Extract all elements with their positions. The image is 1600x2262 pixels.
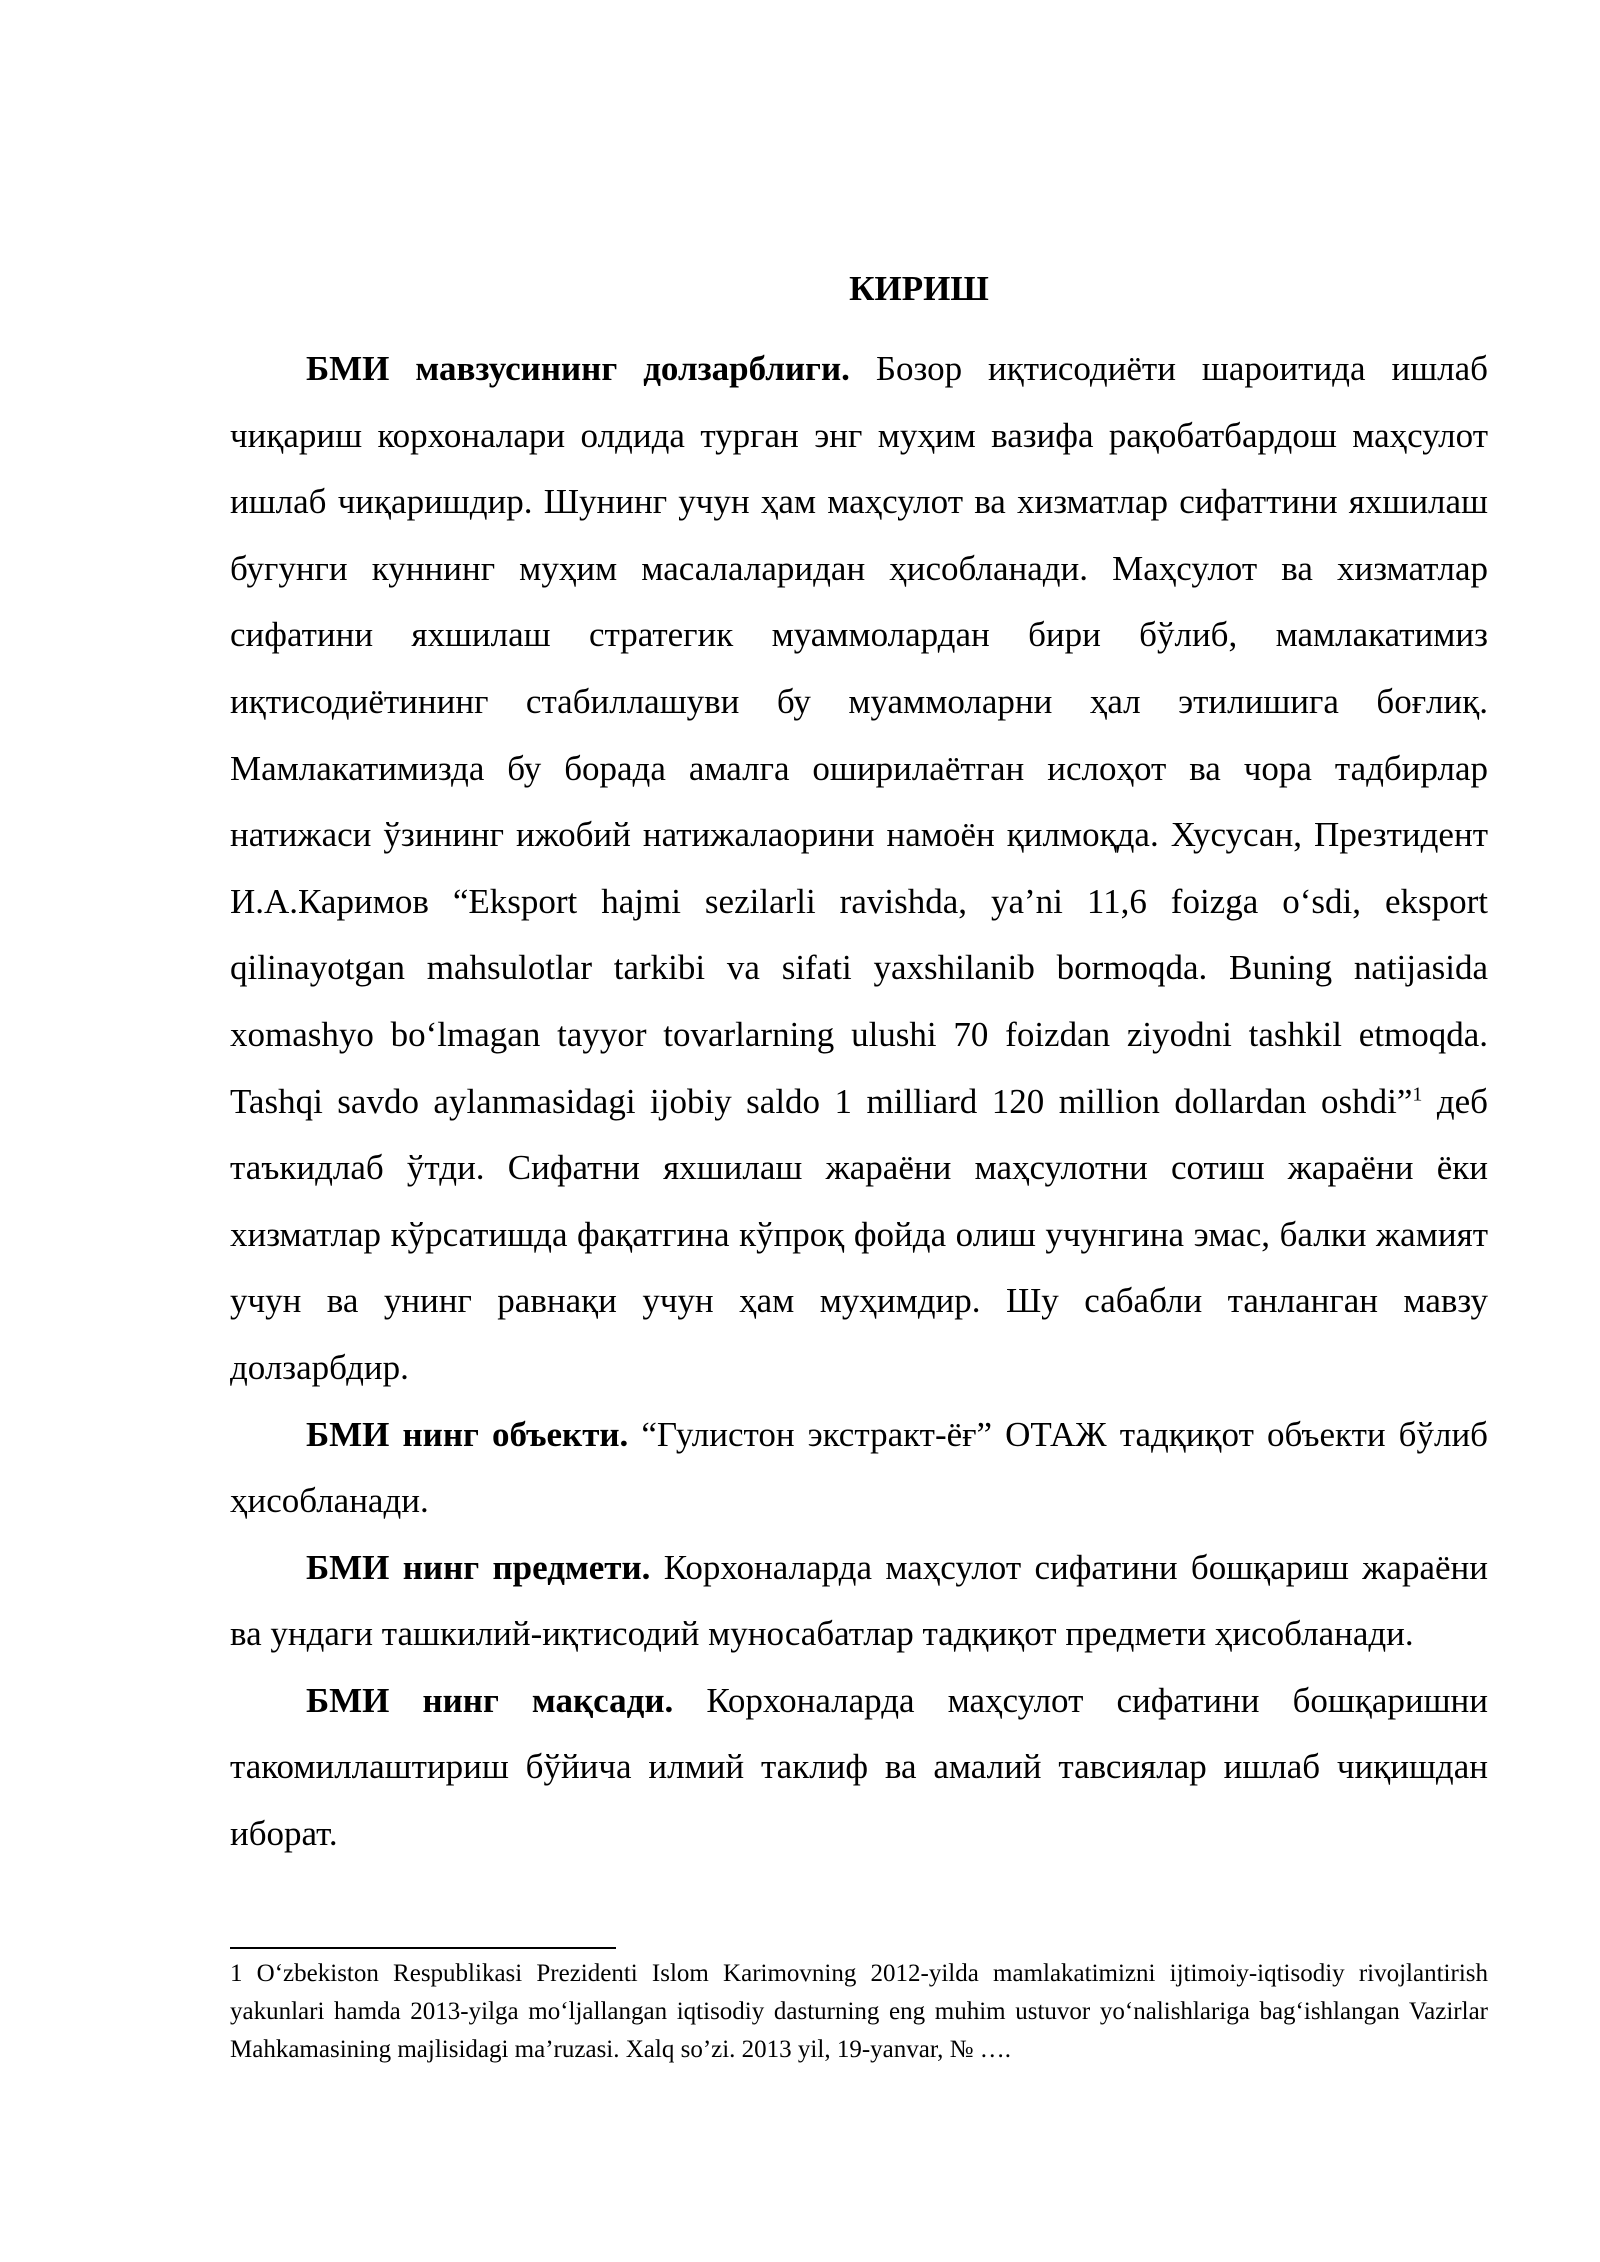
- footnote-text: O‘zbekiston Respublikasi Prezidenti Islom Karimovning 2012-yilda mamlakatimizni ijtimoiy-iqtisodiy rivojlantirish yakunlari hamda 2013-yilga mo‘ljallangan iqtisodiy dasturning eng muhim ustuvor yo‘nalishlariga bag‘ishlangan Vazirlar Mahkamasining majlisidagi ma’ruzasi. Xalq so’zi. 2013 yil, 19-yanvar, № ….: [230, 1960, 1488, 2063]
- paragraph-relevance: [230, 336, 1488, 1402]
- paragraph-heading: БМИ нинг мақсади.: [306, 1680, 674, 1720]
- paragraph-text: Корхоналарда маҳсулот сифатини бошқариш жараёни ва ундаги ташкилий-иқтисодий муносабатлар тадқиқот предмети ҳисобланади.: [230, 1547, 1488, 1654]
- paragraph-text: “Гулистон экстракт-ёғ” ОТАЖ тадқиқот объекти бўлиб ҳисобланади.: [230, 1414, 1488, 1521]
- paragraph-goal: [230, 1668, 1488, 1868]
- footnote-separator: [230, 1947, 616, 1949]
- paragraph-heading: БМИ нинг предмети.: [306, 1547, 651, 1587]
- paragraph-text: деб таъкидлаб ўтди. Сифатни яхшилаш жараёни маҳсулотни сотиш жараёни ёки хизматлар кўрсатишда фақатгина кўпроқ фойда олиш учунгина эмас, балки жамият учун ва унинг равнақи учун ҳам муҳимдир. Шу сабабли танланган мавзу долзарбдир.: [230, 1081, 1488, 1387]
- paragraph-text: Корхоналарда маҳсулот сифатини бошқаришни такомиллаштириш бўйича илмий таклиф ва амалий тавсиялар ишлаб чиқишдан иборат.: [230, 1680, 1489, 1854]
- paragraph-heading: БМИ мавзусининг долзарблиги.: [306, 349, 850, 388]
- paragraph-object: [230, 1402, 1488, 1535]
- footnote-reference[interactable]: 1: [1412, 1082, 1423, 1105]
- paragraph-text: Бозор иқтисодиёти шароитида ишлаб чиқариш корхоналари олдида турган энг муҳим вазифа рақобатбардош маҳсулот ишлаб чиқаришдир. Шунинг учун ҳам маҳсулот ва хизматлар сифаттини яхшилаш бугунги куннинг муҳим масалаларидан ҳисобланади. Маҳсулот ва хизматлар сифатини яхшилаш стратегик муаммолардан бири бўлиб, мамлакатимиз иқтисодиётининг стабиллашуви бу муаммоларни ҳал этилишига боғлиқ. Мамлакатимизда бу борада амалга оширилаётган ислоҳот ва чора тадбирлар натижаси ўзининг ижобий натижалаорини намоён қилмоқда. Хусусан, Презтидент И.А.Каримов “Eksport hajmi sezilarli ravishda, ya’ni 11,6 foizga o‘sdi, eksport qilinayotgan mahsulotlar tarkibi va sifati yaxshilanib bormoqda. Buning natijasida xomashyo bo‘lmagan tayyor tovarlarning ulushi 70 foizdan ziyodni tashkil etmoqda. Tashqi savdo aylanmasidagi ijobiy saldo 1 milliard 120 million dollardan oshdi”: [230, 349, 1488, 1121]
- paragraph-subject: [230, 1535, 1488, 1668]
- page-title: КИРИШ: [849, 269, 989, 308]
- document-body: [230, 336, 1488, 1868]
- footnote-number: 1: [230, 1960, 243, 1987]
- paragraph-heading: БМИ нинг объекти.: [306, 1414, 629, 1454]
- footnote: [230, 1955, 1488, 2069]
